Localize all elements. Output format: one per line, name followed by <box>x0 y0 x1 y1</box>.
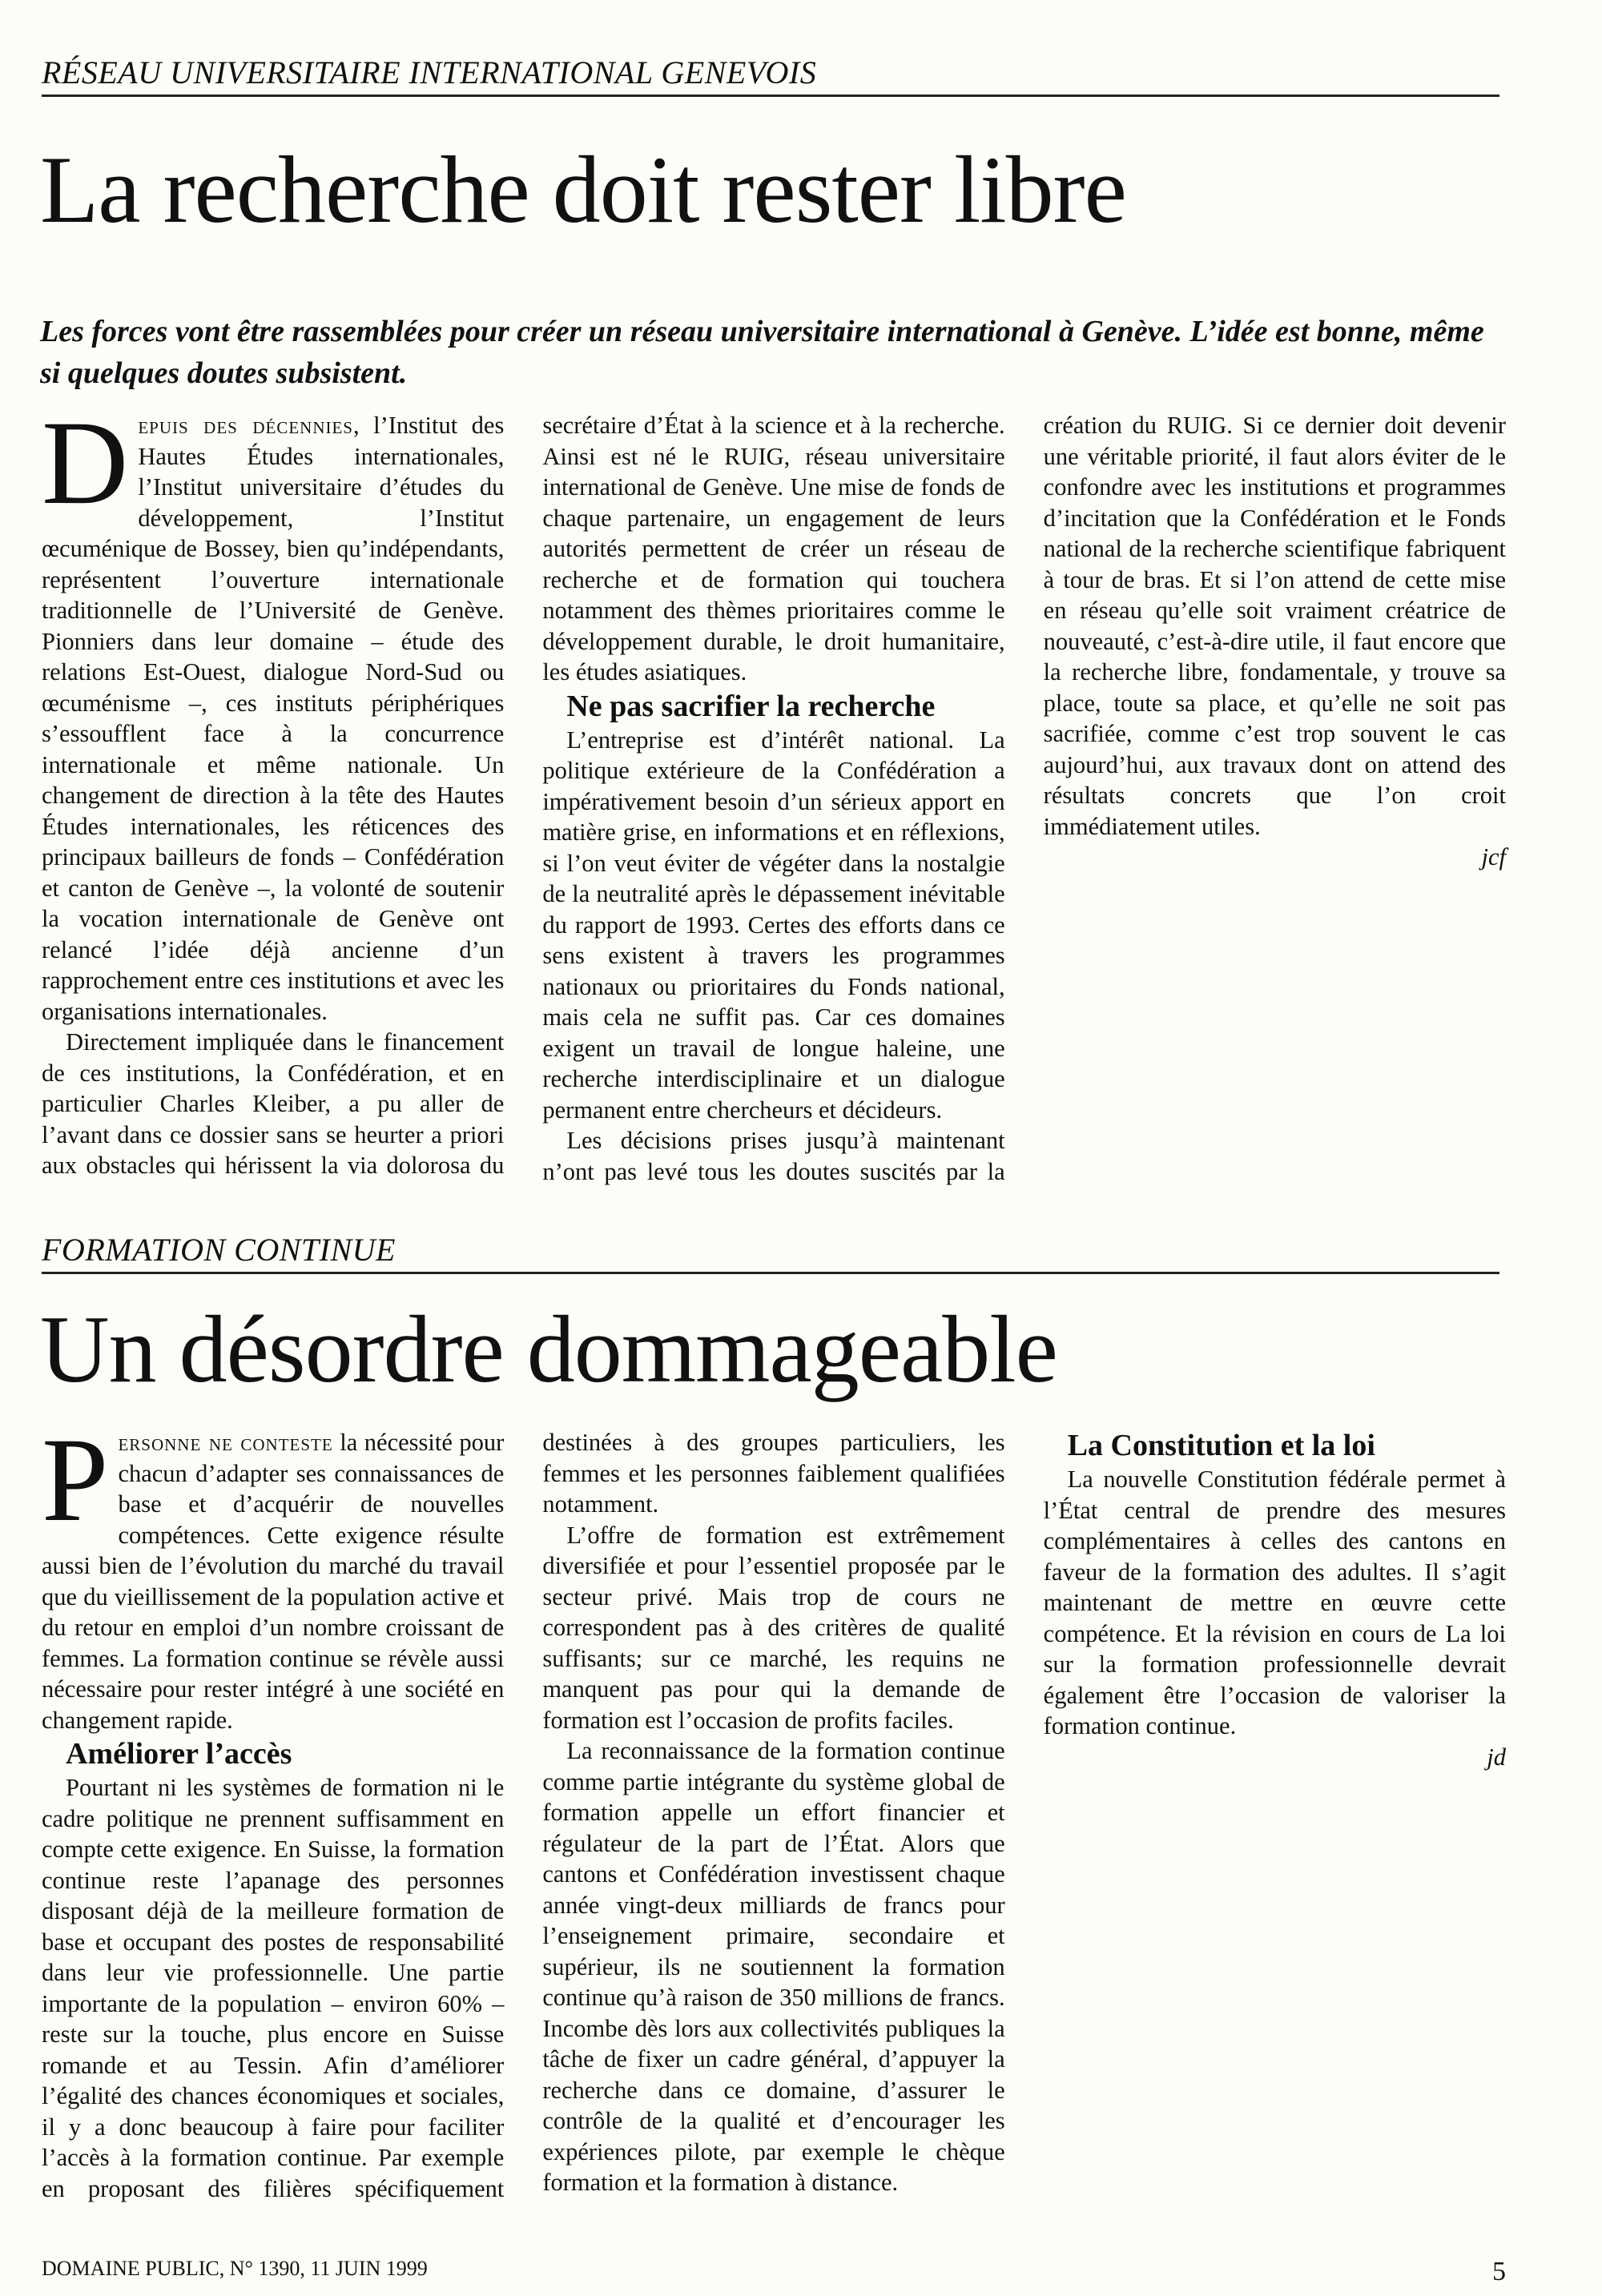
section-rubric-reseau: RÉSEAU UNIVERSITAIRE INTERNATIONAL GENEVOIS <box>42 54 1499 97</box>
headline-desordre: Un désordre dommageable <box>40 1296 1057 1402</box>
article2-paragraph-1-text: la nécessité pour chacun d’adapter ses connaissances de base et d’acquérir de nouvelles compétences. Cette exigence résulte aussi bien de l’évolution du marché du travail que du vieillissement de la population active et du retour en emploi d’un nombre croissant de femmes. La formation continue se révèle aussi nécessaire pour rester intégré à une société en changement rapide. <box>42 1429 505 1734</box>
section-rubric-formation: FORMATION CONTINUE <box>42 1232 1499 1274</box>
dropcap-p: P <box>42 1413 109 1546</box>
article1-subhead: Ne pas sacrifier la recherche <box>566 689 936 723</box>
article1-paragraph-1-text: , l’Institut des Hautes Études internationales, l’Institut universitaire d’études du développement, l’Institut œcuménique de Bossey, bien qu’indépendants, représentent l’ouverture internationale traditionnelle de l’Université de Genève. Pionniers dans leur domaine – étude des relations Est-Ouest, dialogue Nord-Sud ou œcuménisme –, ces instituts périphériques s’essoufflent face à la concurrence internationale et même nationale. Un changement de direction à la tête des Hautes Études internationales, les réticences des principaux bailleurs de fonds – Confédération et canton de Genève –, la volonté de soutenir la vocation internationale de Genève ont relancé l’idée déjà ancienne d’un rapprochement entre ces institutions et avec les organisations internationales. <box>42 412 505 1025</box>
article2-columns <box>42 1413 1506 2228</box>
publication-info: DOMAINE PUBLIC, N° 1390, 11 JUIN 1999 <box>42 2257 428 2280</box>
article1-paragraph-3: L’entreprise est d’intérêt national. La politique extérieure de la Confédération a impérativement besoin d’un sérieux apport en matière grise, en informations et en réflexions, si l’on veut éviter de végéter dans la nostalgie de la neutralité après le dépassement inévitable du rapport de 1993. Certes des efforts dans ce sens existent à travers les programmes nationaux ou prioritaires du Fonds national, mais cela ne suffit pas. Car ces domaines exigent un travail de longue haleine, une recherche interdisciplinaire et un dialogue permanent entre chercheurs et décideurs. <box>542 726 1005 1124</box>
article1-paragraph-1 <box>42 396 505 1027</box>
article1-paragraph-2: Directement impliquée dans le financement de ces institutions, la Confédération, et en particulier Charles Kleiber, a pu aller de l’avant dans ce dossier sans se heurter a priori aux obstacles qui hérissent la via dolorosa du secrétaire d’État à la science et à la recherche. Ainsi est né le RUIG, réseau universitaire international de Genève. Une mise de fonds de chaque partenaire, un engagement de leurs autorités permettent de créer un réseau de recherche et de formation qui touchera notamment des thèmes prioritaires comme le développement durable, le droit humanitaire, les études asiatiques. <box>42 412 1005 1179</box>
article2-subhead-2: La Constitution et la loi <box>1067 1429 1375 1462</box>
article2-signature: jd <box>1487 1743 1506 1771</box>
article1-paragraph-4: Les décisions prises jusqu’à maintenant n’ont pas levé tous les doutes suscités par la création du RUIG. Si ce dernier doit devenir une véritable priorité, il faut alors éviter de le confondre avec les institutions et programmes d’incitation que la Confédération et le Fonds national de la recherche scientifique fabriquent à tour de bras. Et si l’on attend de cette mise en réseau qu’elle soit vraiment créatrice de nouveauté, c’est-à-dire utile, il faut encore que la recherche libre, fondamentale, y trouve sa place, toute sa place, et qu’elle ne soit pas sacrifiée, comme c’est trop souvent le cas aujourd’hui, aux travaux dont on attend des résultats concrets que l’on croit immédiatement utiles. <box>542 412 1506 1185</box>
article1-lede: Les forces vont être rassemblées pour créer un réseau universitaire international à Genève. L’idée est bonne, même si quelques doutes subsistent. <box>40 315 1484 390</box>
article2-paragraph-4: La reconnaissance de la formation continue comme partie intégrante du système global de formation appelle un effort financier et régulateur de la part de l’État. Alors que cantons et Confédération investissent chaque année vingt-deux milliards de francs pour l’enseignement primaire, secondaire et supérieur, ils ne soutiennent la formation continue qu’à raison de 350 millions de francs. Incombe dès lors aux collectivités publiques la tâche de fixer un cadre général, d’appuyer la recherche dans ce domaine, d’assurer le contrôle de la qualité et d’encourager les expériences pilote, par exemple le chèque formation et la formation à distance. <box>542 1737 1005 2196</box>
article1-signature: jcf <box>1481 843 1506 871</box>
dropcap-d: D <box>42 396 129 529</box>
article2-paragraph-3: L’offre de formation est extrêmement diversifiée et pour l’essentiel proposée par le secteur privé. Mais trop de cours ne correspondent pas à des critères de qualité suffisants; sur ce marché, les requins ne manquent pas pour qui la demande de formation est l’occasion de profits faciles. <box>542 1521 1005 1734</box>
article1-body <box>42 396 1506 1187</box>
article1-lead-smallcaps: epuis des décennies <box>138 412 353 439</box>
headline-recherche: La recherche doit rester libre <box>40 136 1126 243</box>
article2-lead-smallcaps: ersonne ne conteste <box>118 1429 333 1456</box>
page-footer <box>42 2257 1506 2287</box>
article2-subhead-1: Améliorer l’accès <box>66 1737 292 1771</box>
article2-paragraph-5: La nouvelle Constitution fédérale permet à l’État central de prendre des mesures complémentaires à celles des cantons en faveur de la formation des adultes. Il s’agit maintenant de mettre en œuvre cette compétence. Et la révision en cours de La loi sur la formation professionnelle devrait également être l’occasion de valoriser la formation continue. <box>1043 1466 1506 1739</box>
page-number: 5 <box>1492 2257 1506 2286</box>
article2-paragraph-1 <box>42 1413 505 1735</box>
article2-body <box>42 1413 1506 2228</box>
article1-columns <box>42 396 1506 1187</box>
article2-paragraph-2: Pourtant ni les systèmes de formation ni le cadre politique ne prennent suffisamment en compte cette exigence. En Suisse, la formation continue reste l’apanage des personnes disposant déjà de la meilleure formation de base et occupant des postes de responsabilité dans leur vie professionnelle. Une partie importante de la population – environ 60% – reste sur la touche, plus encore en Suisse romande et au Tessin. Afin d’améliorer l’égalité des chances économiques et sociales, il y a donc beaucoup à faire pour faciliter l’accès à la formation continue. Par exemple en proposant des filières spécifiquement destinées à des groupes particuliers, les femmes et les personnes faiblement qualifiées notamment. <box>42 1429 1005 2202</box>
